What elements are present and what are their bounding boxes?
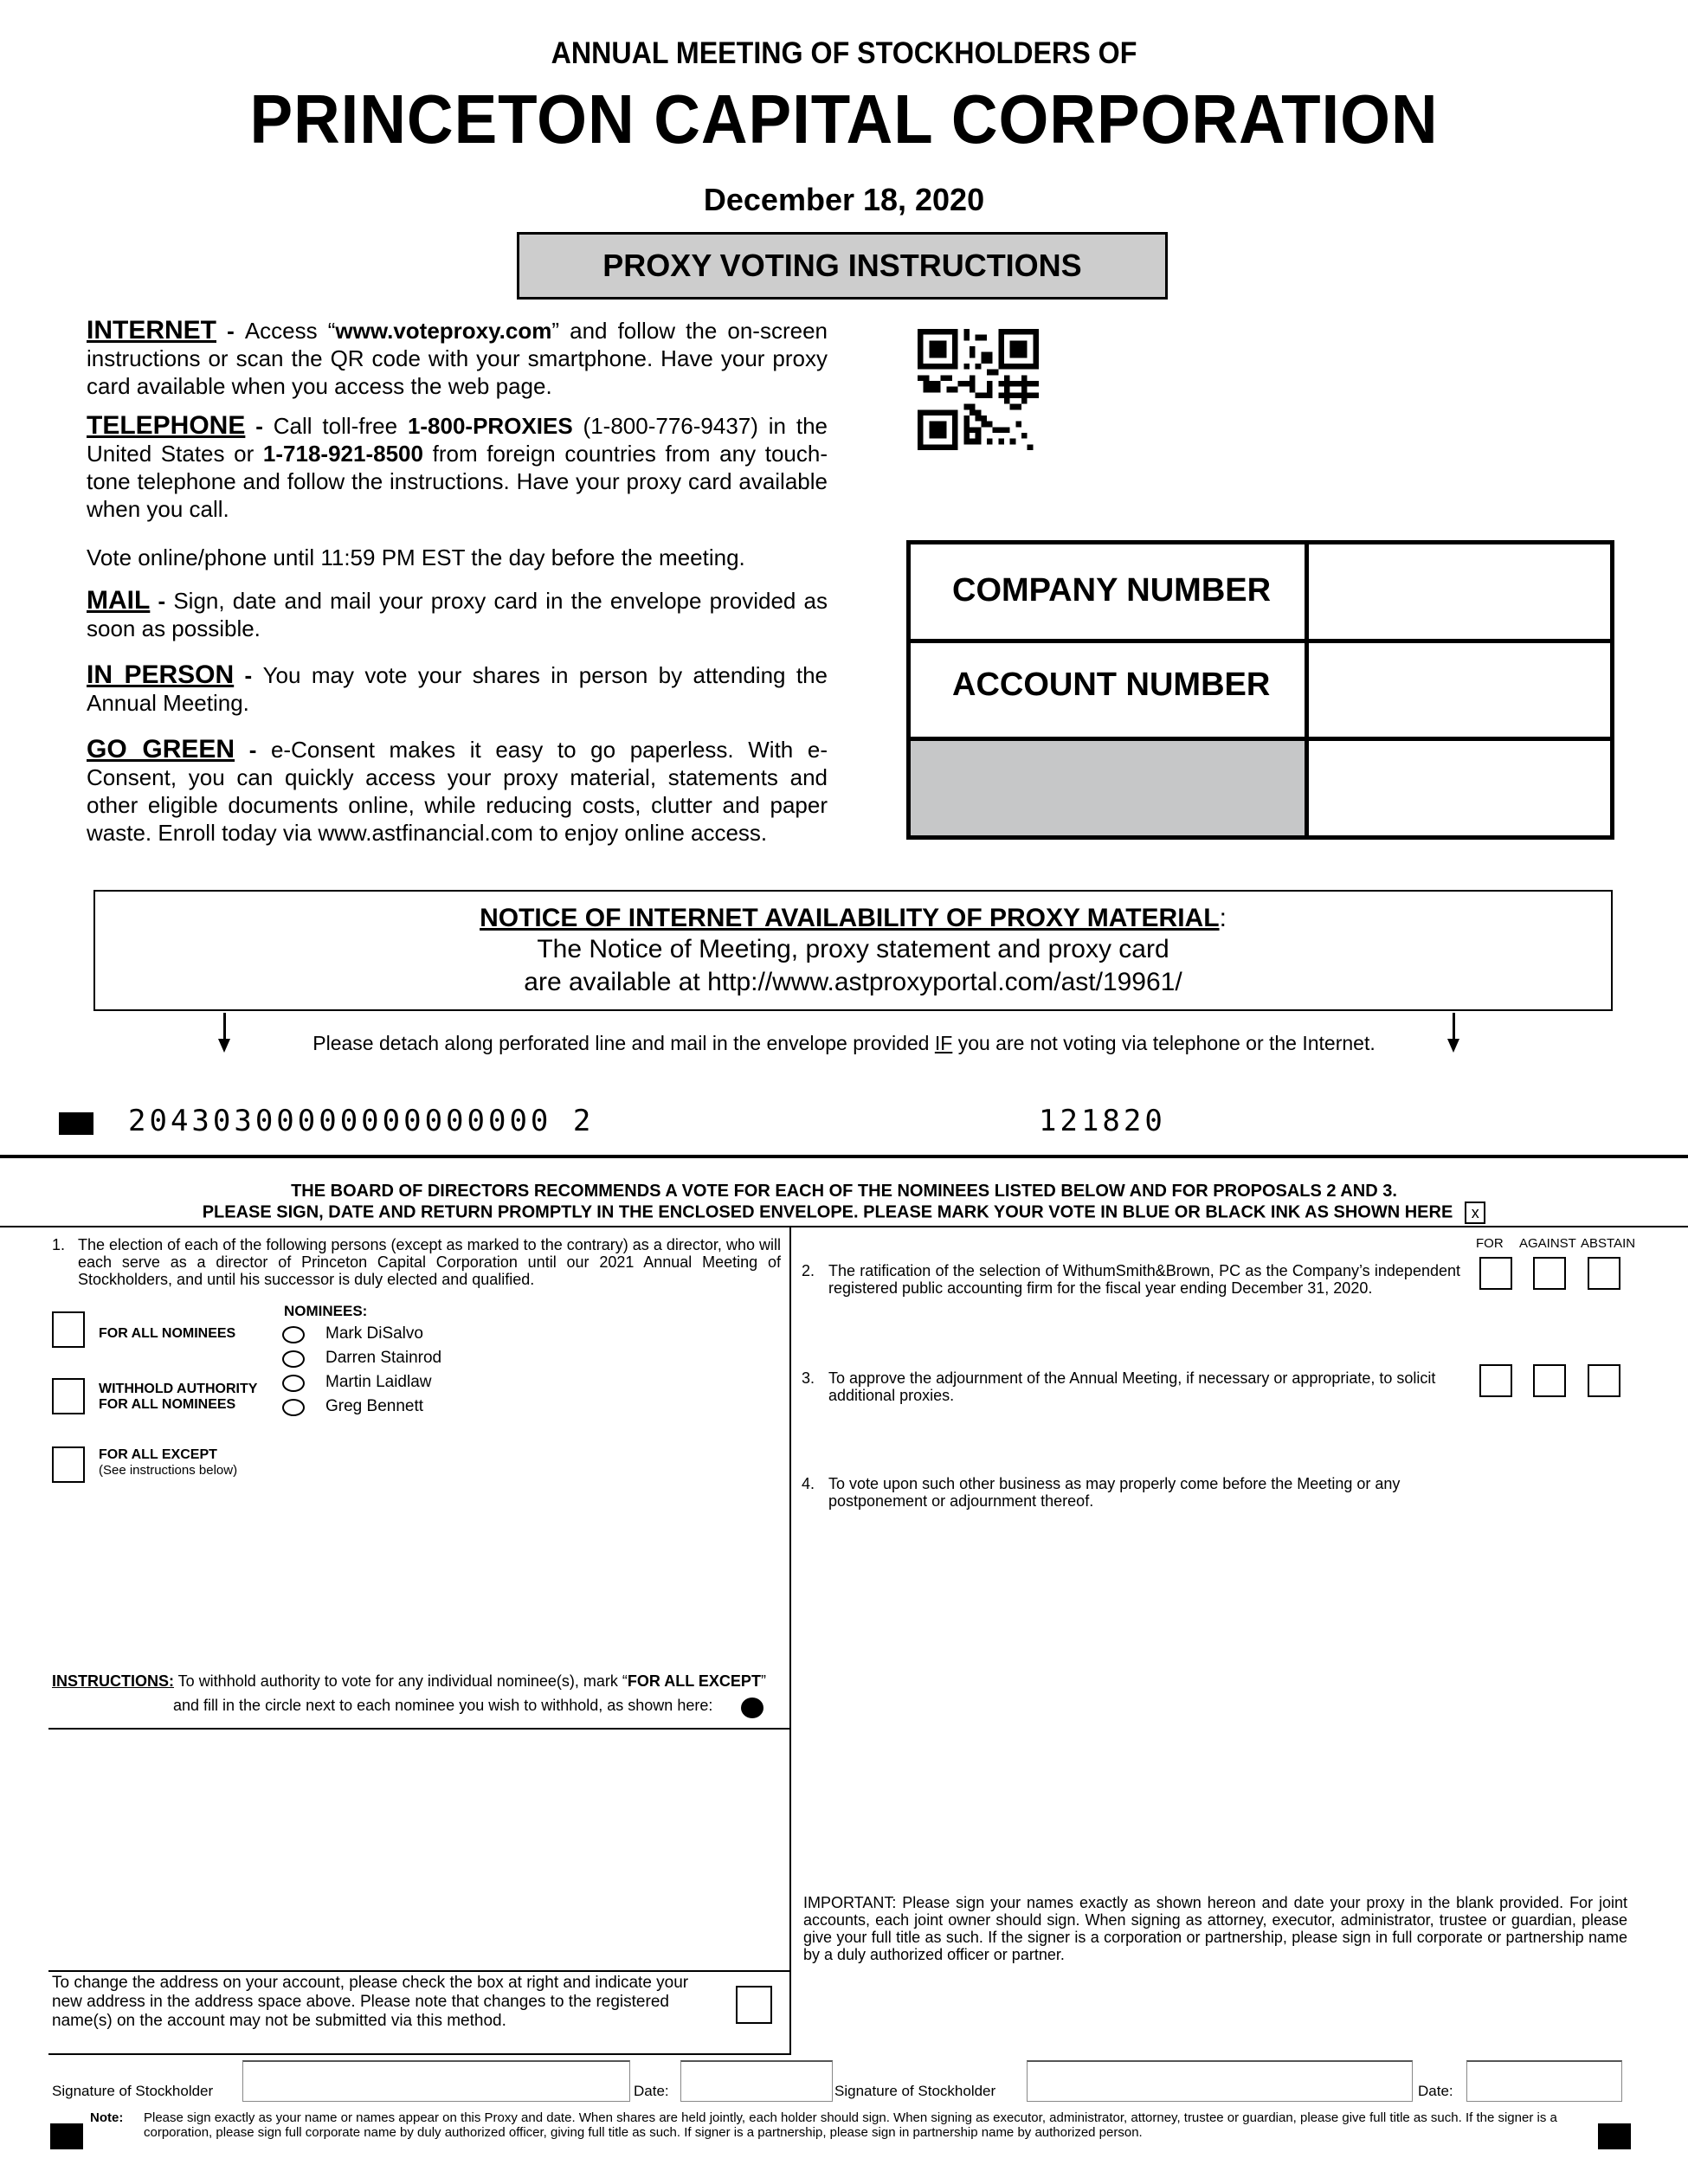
mail-label: MAIL (87, 586, 151, 615)
text: (1-800-776-9437) in the United States or (87, 413, 828, 467)
notice-line-1: The Notice of Meeting, proxy statement and proxy card (537, 935, 1169, 963)
registration-mark (1598, 2123, 1631, 2149)
important-notice: IMPORTANT: Please sign your names exactly as shown hereon and date your proxy in the blank provided. For joint accounts, each joint owner should sign. When signing as attorney, executor, administrator, trustee or guardian, please give your full title as such. If the signer is a corporation or partnership, please sign in full corporate or partnership name by a duly authorized officer or partner. (803, 1894, 1627, 1963)
filled-circle-example-icon (741, 1698, 763, 1718)
proposal-2-against-checkbox[interactable] (1533, 1257, 1566, 1290)
board-line-2 (0, 1202, 1688, 1224)
registration-mark (50, 2123, 83, 2149)
go-green-instruction (87, 736, 828, 847)
notice-title (95, 904, 1611, 933)
internet-label: INTERNET (87, 316, 216, 345)
company-number-row (911, 544, 1610, 643)
internet-availability-notice (93, 890, 1613, 1011)
text: You may vote your shares in person by attending the Annual Meeting. (87, 662, 828, 716)
if-emphasis: IF (934, 1032, 953, 1054)
toll-free-number: 1-800-PROXIES (407, 413, 573, 439)
nominee-name-3: Martin Laidlaw (325, 1373, 432, 1391)
signature-field-2[interactable] (1027, 2060, 1413, 2102)
voteproxy-link[interactable]: www.voteproxy.com (335, 318, 552, 344)
meeting-date: December 18, 2020 (703, 182, 985, 217)
company-number-value (1309, 544, 1610, 639)
proxy-voting-instructions-title: PROXY VOTING INSTRUCTIONS (517, 232, 1168, 300)
divider (48, 1970, 791, 1972)
signature-label-2: Signature of Stockholder (834, 2083, 996, 2099)
for-all-except-label (99, 1447, 237, 1479)
nominee-name-4: Greg Bennett (325, 1397, 424, 1415)
column-divider (789, 1227, 791, 2055)
proposal-4-text: To vote upon such other business as may properly come before the Meeting or any postponement or adjournment thereof. (828, 1475, 1401, 1510)
divider (48, 1728, 791, 1730)
proposal-2-abstain-checkbox[interactable] (1588, 1257, 1620, 1290)
withhold-instructions-line-2: and fill in the circle next to each nominee you wish to withhold, as shown here: (173, 1697, 713, 1714)
qr-code-icon[interactable] (918, 329, 1039, 450)
foreign-number: 1-718-921-8500 (262, 441, 423, 467)
nominees-heading: NOMINEES: (284, 1303, 368, 1319)
account-number-label: ACCOUNT NUMBER (911, 643, 1309, 737)
divider (48, 2053, 791, 2055)
withhold-line-1: WITHHOLD AUTHORITY (99, 1382, 258, 1396)
example-mark-box: x (1465, 1202, 1485, 1224)
shaded-cell (911, 741, 1309, 835)
in-person-label: IN PERSON (87, 660, 235, 689)
text: from foreign countries from any touch-tone telephone and follow the instructions. Have your proxy card available when you call. (87, 441, 828, 522)
for-all-nominees-label: FOR ALL NOMINEES (99, 1326, 236, 1341)
vote-column-abstain: ABSTAIN (1581, 1236, 1636, 1251)
account-number-value (1309, 643, 1610, 737)
date-label-1: Date: (634, 2083, 669, 2099)
company-number-label: COMPANY NUMBER (911, 544, 1309, 639)
proposal-1-text: The election of each of the following persons (except as marked to the contrary) as a director, who will each serve as a director of Princeton Capital Corporation until our 2021 Annual Meeting of Stockholders, and until his successor is duly elected and qualified. (78, 1236, 781, 1288)
proposal-2-number: 2. (802, 1262, 815, 1279)
mail-instruction (87, 587, 828, 642)
proposal-3-for-checkbox[interactable] (1479, 1364, 1512, 1397)
detach-instruction (234, 1032, 1454, 1055)
account-number-row (911, 643, 1610, 741)
text: ” (760, 1672, 766, 1690)
for-all-except-sub: (See instructions below) (99, 1463, 238, 1478)
nominee-name-1: Mark DiSalvo (325, 1324, 423, 1343)
signature-field-1[interactable] (242, 2060, 630, 2102)
colon: : (1219, 904, 1227, 932)
dash: - (245, 413, 274, 439)
text: To withhold authority to vote for any individual nominee(s), mark “ (174, 1672, 628, 1690)
address-change-checkbox[interactable] (736, 1986, 772, 2024)
proposal-3-abstain-checkbox[interactable] (1588, 1364, 1620, 1397)
vote-column-against: AGAINST (1519, 1236, 1576, 1251)
nominee-circle-3[interactable] (282, 1375, 305, 1392)
proposal-4-number: 4. (802, 1475, 815, 1492)
dash: - (150, 588, 174, 614)
ocr-date-code: 121820 (1039, 1104, 1166, 1138)
text: Access “ (244, 318, 336, 344)
arrow-down-icon (218, 1039, 230, 1053)
text: Please detach along perforated line and mail in the envelope provided (312, 1032, 935, 1054)
text: ” and follow the on-screen instructions or scan the QR code with your smartphone. Have your proxy card available when you access the web page. (87, 318, 828, 399)
note-label: Note: (90, 2110, 124, 2125)
instructions-label: INSTRUCTIONS: (52, 1672, 174, 1690)
date-field-2[interactable] (1466, 2060, 1622, 2102)
internet-instruction (87, 317, 828, 400)
signature-label-1: Signature of Stockholder (52, 2083, 214, 2099)
dash: - (235, 737, 271, 763)
board-line-1: THE BOARD OF DIRECTORS RECOMMENDS A VOTE FOR EACH OF THE NOMINEES LISTED BELOW AND FOR PROPOSALS 2 AND 3. (291, 1182, 1397, 1201)
company-name: PRINCETON CAPITAL CORPORATION (249, 81, 1439, 158)
account-info-box (906, 540, 1614, 840)
withhold-authority-label (99, 1382, 257, 1413)
registration-mark (59, 1112, 93, 1135)
vote-column-for: FOR (1476, 1236, 1504, 1251)
proposal-3-text: To approve the adjournment of the Annual Meeting, if necessary or appropriate, to solicit additional proxies. (828, 1369, 1436, 1404)
ocr-code: 20430300000000000000 2 (128, 1104, 595, 1138)
third-value (1309, 741, 1610, 835)
text: e-Consent makes it easy to go paperless. With e-Consent, you can quickly access your proxy material, statements and other eligible documents online, while reducing costs, clutter and paper waste. Enroll today via www.astfinancial.com to enjoy online access. (87, 737, 828, 846)
note-text: Please sign exactly as your name or names appear on this Proxy and date. When shares are held jointly, each holder should sign. When signing as executor, administrator, attorney, trustee or guardian, please give full title as such. If the signer is a corporation, please sign full corporate name by duly authorized officer, giving full title as such. If signer is a partnership, please sign in partnership name by authorized person. (144, 2110, 1557, 2140)
dash: - (234, 662, 263, 688)
for-all-except-emphasis: FOR ALL EXCEPT (627, 1672, 761, 1690)
notice-line-2[interactable]: are available at http://www.astproxyportal.com/ast/19961/ (524, 968, 1182, 996)
nominee-circle-2[interactable] (282, 1350, 305, 1368)
in-person-instruction (87, 661, 828, 717)
proposal-1-number: 1. (52, 1236, 66, 1253)
withhold-instructions (52, 1672, 788, 1691)
proposal-3-number: 3. (802, 1369, 815, 1387)
notice-title-text: NOTICE OF INTERNET AVAILABILITY OF PROXY MATERIAL (480, 904, 1220, 932)
date-label-2: Date: (1418, 2083, 1453, 2099)
text: Call toll-free (273, 413, 408, 439)
nominee-name-2: Darren Stainrod (325, 1349, 442, 1367)
go-green-label: GO GREEN (87, 735, 235, 763)
board-line-2-text: PLEASE SIGN, DATE AND RETURN PROMPTLY IN THE ENCLOSED ENVELOPE. PLEASE MARK YOUR VOTE IN BLUE OR BLACK INK AS SHOWN HERE (202, 1202, 1453, 1222)
proposal-3-against-checkbox[interactable] (1533, 1364, 1566, 1397)
date-field-1[interactable] (680, 2060, 833, 2102)
text: Sign, date and mail your proxy card in the envelope provided as soon as possible. (87, 588, 828, 641)
for-all-nominees-checkbox[interactable] (52, 1311, 85, 1348)
dash: - (216, 318, 245, 344)
address-change-text: To change the address on your account, please check the box at right and indicate your new address in the address space above. Please note that changes to the registered name(s) on the account may not be submitted via this method. (52, 1974, 689, 2030)
telephone-label: TELEPHONE (87, 411, 246, 440)
board-recommendation (0, 1155, 1688, 1227)
text: you are not voting via telephone or the Internet. (952, 1032, 1376, 1054)
withhold-line-2: FOR ALL NOMINEES (99, 1397, 236, 1412)
for-all-except-text: FOR ALL EXCEPT (99, 1447, 217, 1462)
telephone-instruction (87, 412, 828, 523)
proposal-2-text: The ratification of the selection of WithumSmith&Brown, PC as the Company’s independent registered public accounting firm for the fiscal year ending December 31, 2020. (828, 1262, 1460, 1297)
meeting-heading: ANNUAL MEETING OF STOCKHOLDERS OF (551, 36, 1137, 70)
third-row (911, 741, 1610, 835)
nominee-circle-4[interactable] (282, 1399, 305, 1416)
nominee-circle-1[interactable] (282, 1326, 305, 1343)
proposal-2-for-checkbox[interactable] (1479, 1257, 1512, 1290)
withhold-authority-checkbox[interactable] (52, 1378, 85, 1414)
for-all-except-checkbox[interactable] (52, 1446, 85, 1483)
vote-deadline: Vote online/phone until 11:59 PM EST the day before the meeting. (87, 544, 745, 570)
